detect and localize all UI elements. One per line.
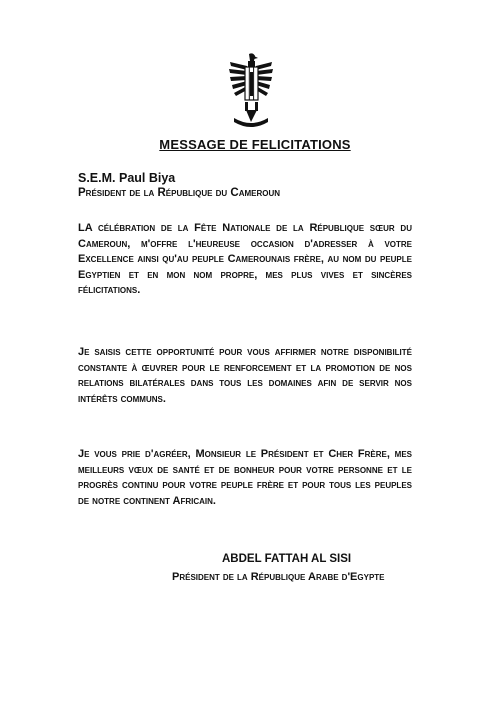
recipient-name: S.E.M. Paul Biya bbox=[78, 171, 176, 185]
recipient-block bbox=[78, 171, 280, 201]
signatory-name: ABDEL FATTAH AL SISI bbox=[222, 553, 352, 565]
signatory-title: Président de la République Arabe d'Egypte bbox=[172, 571, 385, 583]
body-paragraph: LA célébration de la Fête Nationale de la République sœur du Cameroun, m'offre l'heureuse occasion d'adresser à votre Excellence ainsi qu'au peuple Camerounais frère, au nom du peuple Egyptien et en mon nom propre, mes plus vives et sincères félicitations. bbox=[78, 222, 412, 297]
recipient-position: Président de la République du Cameroun bbox=[78, 187, 281, 199]
body-paragraph: Je saisis cette opportunité pour vous affirmer notre disponibilité constante à œuvrer pour le renforcement et la promotion de nos relations bilatérales dans tous les domaines afin de servir nos intérêts communs. bbox=[78, 346, 412, 405]
body-paragraph: Je vous prie d'agréer, Monsieur le Président et Cher Frère, mes meilleurs vœux de santé et de bonheur pour votre personne et le progrès continu pour votre peuple frère et pour tous les peuples de notre continent Africain. bbox=[78, 448, 412, 507]
letter-title: MESSAGE DE FELICITATIONS bbox=[159, 137, 351, 152]
eagle-emblem-icon bbox=[228, 52, 274, 130]
